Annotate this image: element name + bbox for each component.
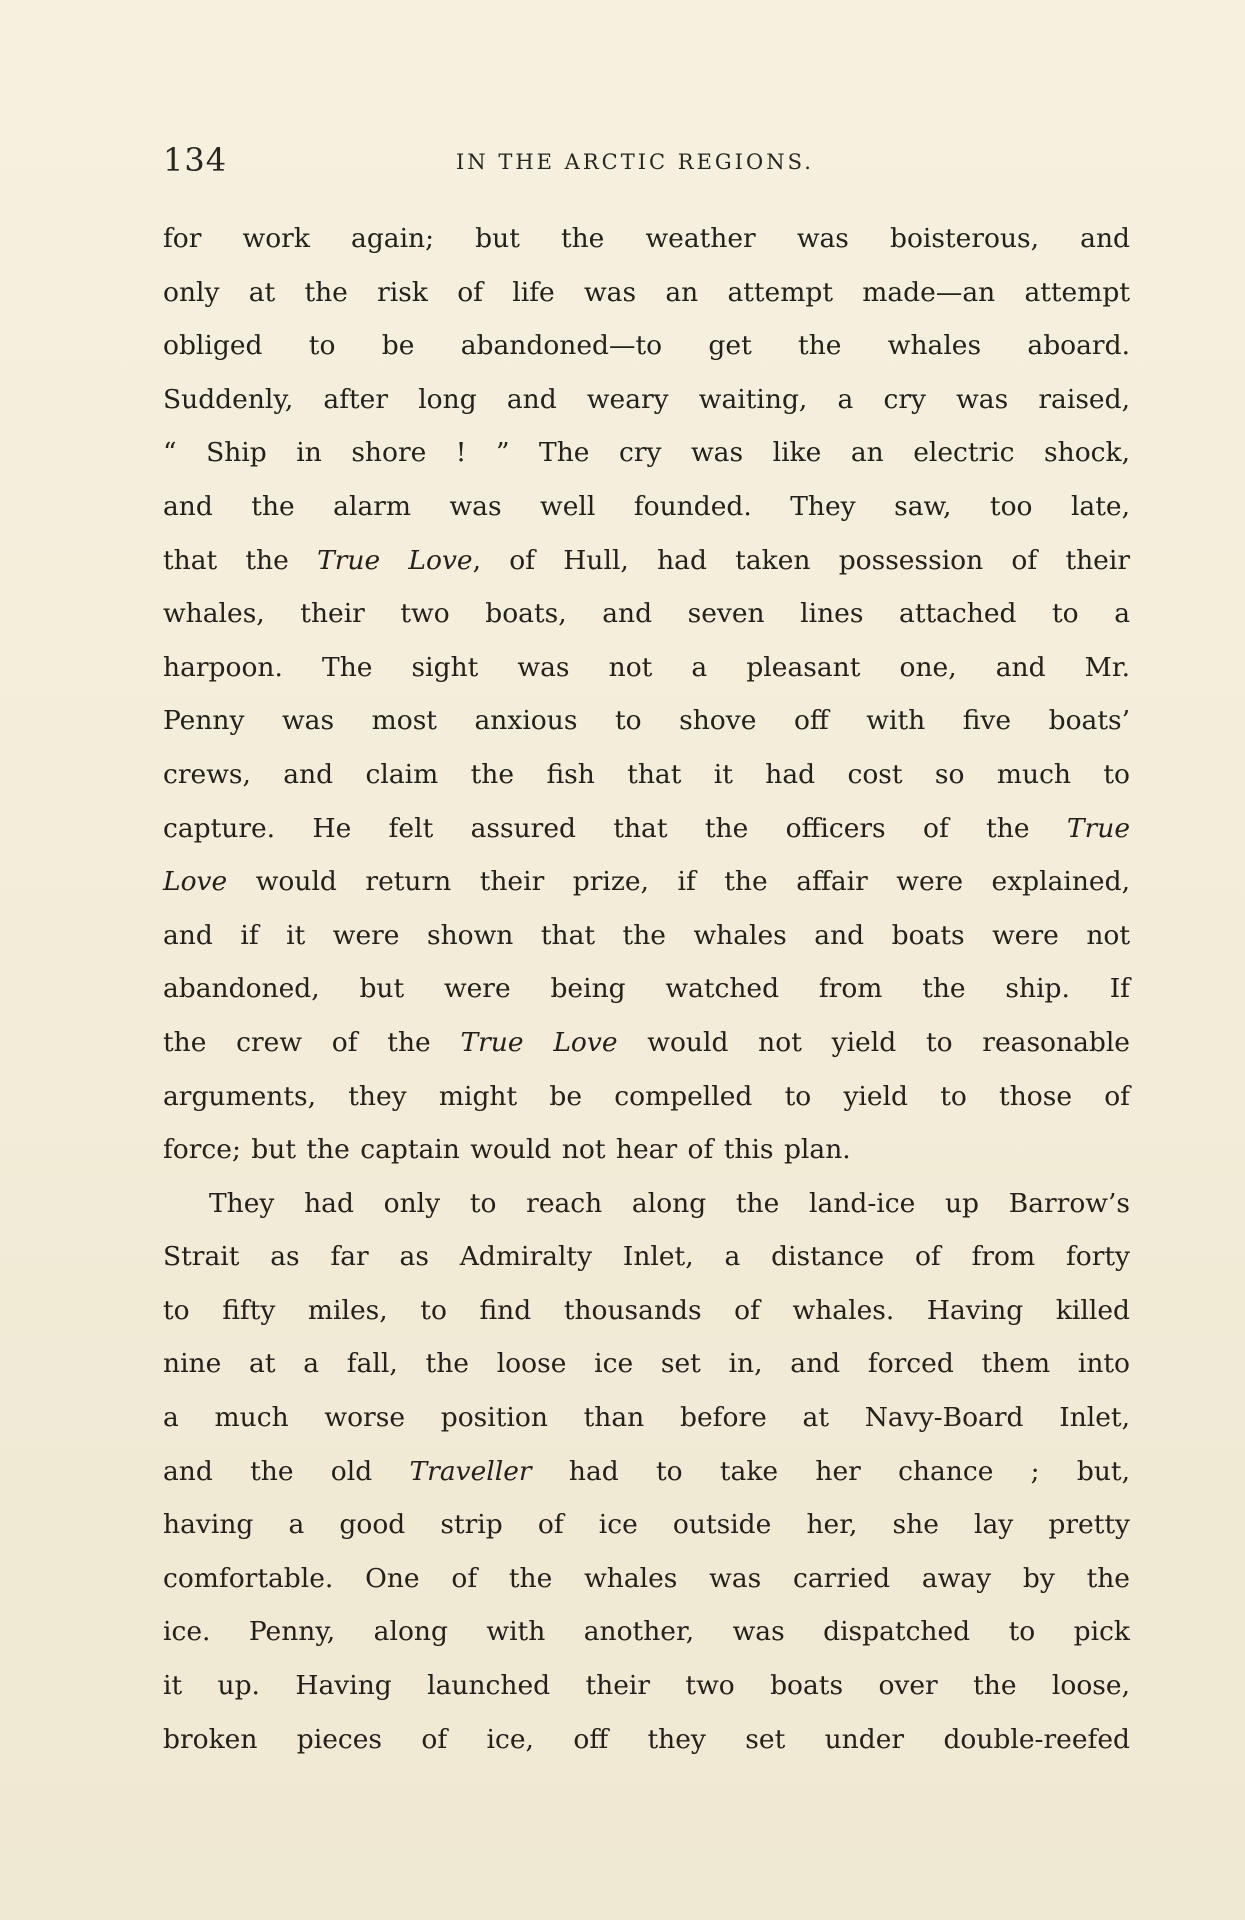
italic-ship-name: True Love (317, 544, 473, 576)
text-line: that the True Love, of Hull, had taken possession of their (163, 544, 1130, 576)
page-number: 134 (163, 141, 228, 179)
text-line: obliged to be abandoned—to get the whales aboard. (163, 330, 1130, 362)
running-head: IN THE ARCTIC REGIONS. (456, 150, 814, 174)
text-line: for work again; but the weather was boisterous, and (163, 223, 1130, 254)
text-line-paragraph-start: They had only to reach along the land-ice up Barrow’s (209, 1187, 1130, 1219)
text-line: ice. Penny, along with another, was dispatched to pick (163, 1616, 1130, 1648)
text-line: “ Ship in shore ! ” The cry was like an electric shock, (163, 437, 1130, 469)
italic-ship-name: True (1066, 812, 1130, 844)
text-line: Penny was most anxious to shove off with five boats’ (163, 705, 1130, 737)
text-line: and the alarm was well founded. They saw, too late, (163, 490, 1130, 522)
text-line: broken pieces of ice, off they set under double-reefed (163, 1723, 1130, 1755)
text-line: to fifty miles, to find thousands of whales. Having killed (163, 1294, 1130, 1326)
text-line: it up. Having launched their two boats over the loose, (163, 1670, 1130, 1702)
text-line: a much worse position than before at Navy-Board Inlet, (163, 1402, 1130, 1434)
text-line: Strait as far as Admiralty Inlet, a distance of from forty (163, 1241, 1130, 1273)
text-line: capture. He felt assured that the officers of the True (163, 812, 1130, 844)
text-line: and if it were shown that the whales and boats were not (163, 919, 1130, 951)
text-line: having a good strip of ice outside her, she lay pretty (163, 1509, 1130, 1541)
page-header (163, 138, 1133, 182)
text-line: whales, their two boats, and seven lines attached to a (163, 598, 1130, 630)
body-text (163, 212, 1130, 1766)
text-line: arguments, they might be compelled to yield to those of (163, 1080, 1130, 1112)
text-line: the crew of the True Love would not yield to reasonable (163, 1026, 1130, 1058)
text-line: harpoon. The sight was not a pleasant one, and Mr. (163, 651, 1130, 683)
italic-ship-name: Traveller (409, 1455, 532, 1487)
text-line: comfortable. One of the whales was carried away by the (163, 1562, 1130, 1594)
text-line: Suddenly, after long and weary waiting, a cry was raised, (163, 383, 1130, 415)
text-line-paragraph-end: force; but the captain would not hear of this plan. (163, 1134, 851, 1166)
text-line: abandoned, but were being watched from the ship. If (163, 973, 1130, 1005)
text-line: crews, and claim the fish that it had cost so much to (163, 758, 1130, 790)
text-line: and the old Traveller had to take her chance ; but, (163, 1455, 1130, 1487)
text-line: nine at a fall, the loose ice set in, and forced them into (163, 1348, 1130, 1380)
text-line: Love would return their prize, if the affair were explained, (163, 866, 1130, 898)
text-line: only at the risk of life was an attempt made—an attempt (163, 276, 1130, 308)
italic-ship-name: True Love (460, 1026, 618, 1058)
italic-ship-name: Love (163, 866, 228, 898)
